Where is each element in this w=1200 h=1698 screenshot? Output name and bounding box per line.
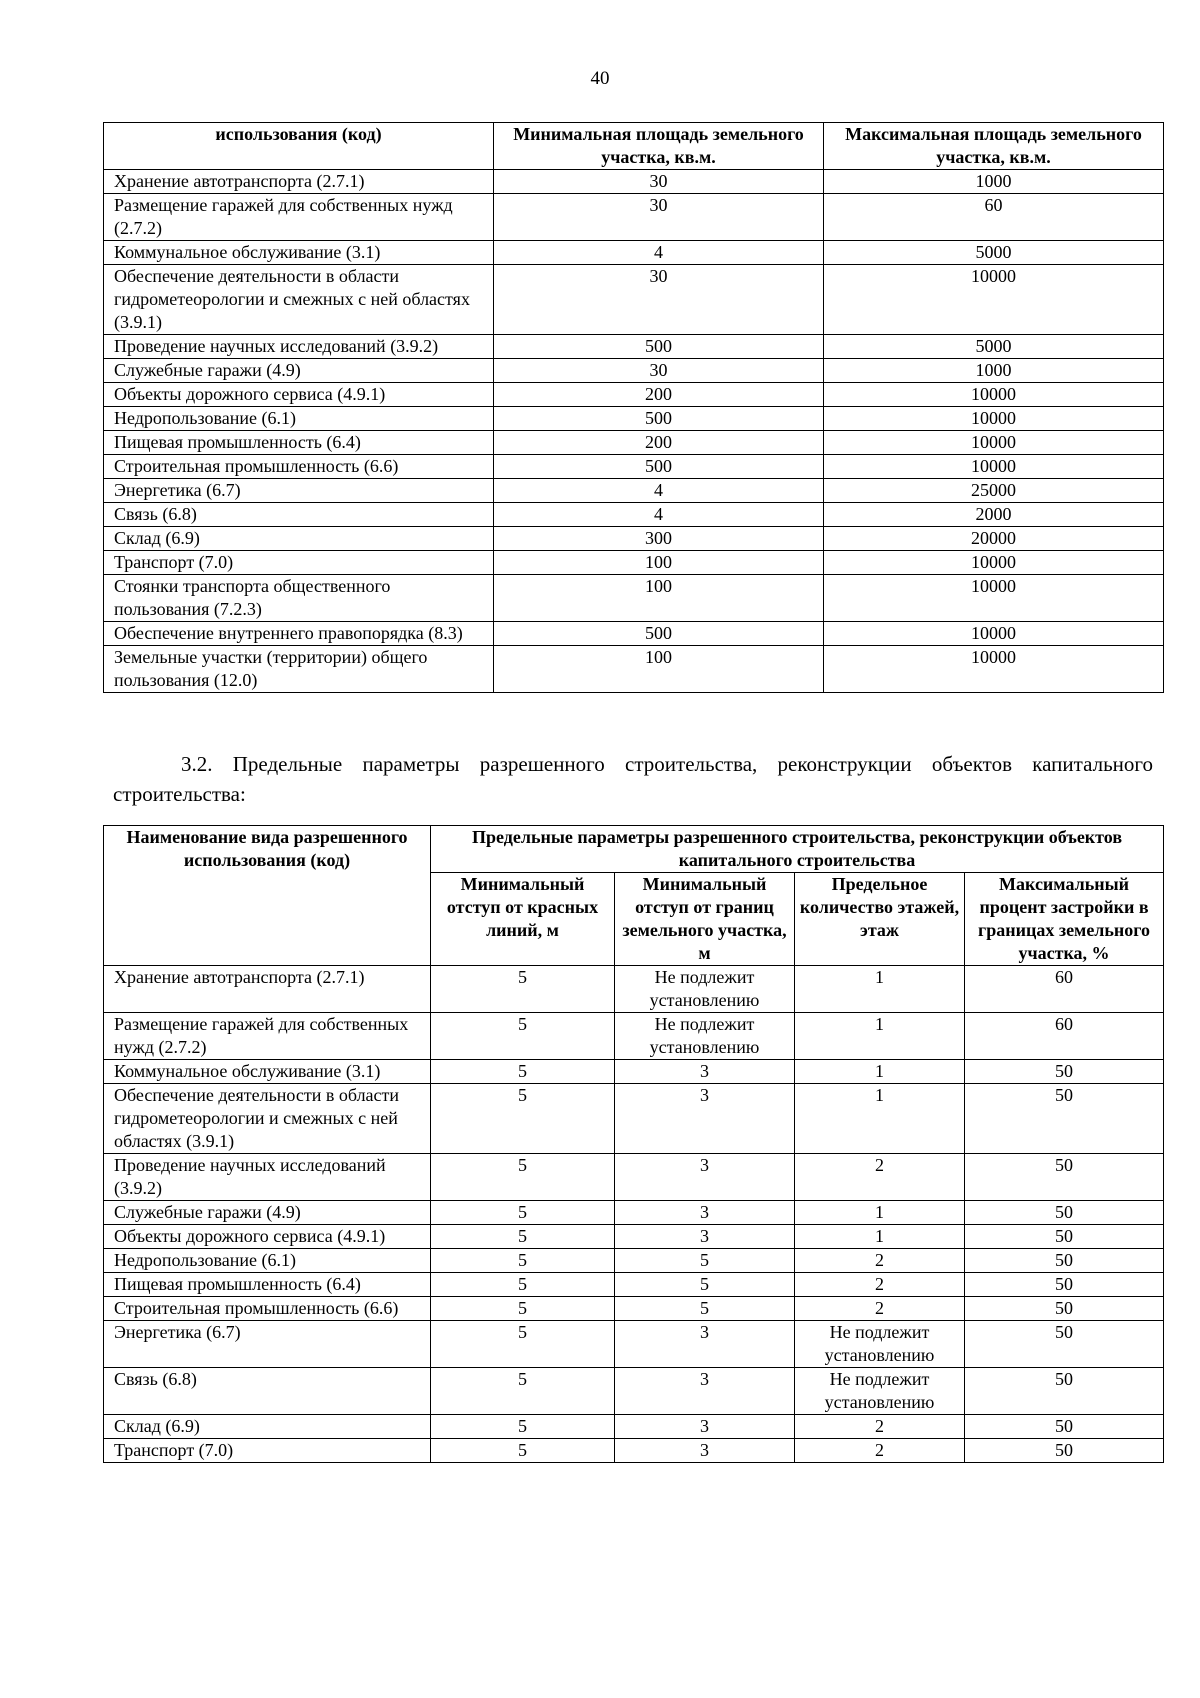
value-cell: 4 — [494, 241, 824, 265]
value-cell: 3 — [615, 1321, 795, 1368]
value-cell: 5 — [431, 1154, 615, 1201]
row-label-cell: Стоянки транспорта общественного пользования (7.2.3) — [104, 575, 494, 622]
column-header: Минимальная площадь земельного участка, кв.м. — [494, 123, 824, 170]
row-label-cell: Служебные гаражи (4.9) — [104, 359, 494, 383]
value-cell: 5 — [615, 1297, 795, 1321]
value-cell: 10000 — [824, 265, 1164, 335]
value-cell: 500 — [494, 335, 824, 359]
value-cell: 3 — [615, 1154, 795, 1201]
table-row — [104, 170, 1164, 194]
value-cell: 30 — [494, 170, 824, 194]
value-cell: 5 — [431, 1415, 615, 1439]
row-label-cell: Хранение автотранспорта (2.7.1) — [104, 170, 494, 194]
value-cell: 1 — [795, 1060, 965, 1084]
value-cell: 50 — [965, 1368, 1164, 1415]
table-row — [104, 1084, 1164, 1154]
row-label-cell: Пищевая промышленность (6.4) — [104, 1273, 431, 1297]
column-header: использования (код) — [104, 123, 494, 170]
row-label-cell: Транспорт (7.0) — [104, 551, 494, 575]
value-cell: 10000 — [824, 431, 1164, 455]
table-row — [104, 646, 1164, 693]
value-cell: 100 — [494, 551, 824, 575]
column-header: Максимальный процент застройки в границах земельного участка, % — [965, 873, 1164, 966]
value-cell: 5 — [431, 1321, 615, 1368]
row-label-cell: Энергетика (6.7) — [104, 1321, 431, 1368]
value-cell: 30 — [494, 359, 824, 383]
row-label-cell: Склад (6.9) — [104, 527, 494, 551]
value-cell: 10000 — [824, 407, 1164, 431]
value-cell: 50 — [965, 1084, 1164, 1154]
column-header: Максимальная площадь земельного участка, кв.м. — [824, 123, 1164, 170]
table-row — [104, 479, 1164, 503]
value-cell: 1 — [795, 1225, 965, 1249]
value-cell: 2 — [795, 1439, 965, 1463]
value-cell: 3 — [615, 1060, 795, 1084]
value-cell: 5 — [431, 1060, 615, 1084]
value-cell: 10000 — [824, 455, 1164, 479]
section-paragraph: 3.2. Предельные параметры разрешенного строительства, реконструкции объектов капитального строительства: — [113, 752, 1153, 806]
value-cell: 50 — [965, 1273, 1164, 1297]
value-cell: 2 — [795, 1273, 965, 1297]
row-label-cell: Обеспечение деятельности в области гидрометеорологии и смежных с ней областях (3.9.1) — [104, 1084, 431, 1154]
value-cell: 10000 — [824, 551, 1164, 575]
table-row — [104, 1321, 1164, 1368]
value-cell: 60 — [965, 966, 1164, 1013]
table-header-row — [104, 123, 1164, 170]
value-cell: 3 — [615, 1201, 795, 1225]
value-cell: 60 — [824, 194, 1164, 241]
table-row — [104, 1439, 1164, 1463]
value-cell: 5 — [431, 1297, 615, 1321]
value-cell: 20000 — [824, 527, 1164, 551]
value-cell: 3 — [615, 1084, 795, 1154]
row-label-cell: Недропользование (6.1) — [104, 1249, 431, 1273]
table-row — [104, 1368, 1164, 1415]
value-cell: 5 — [431, 1013, 615, 1060]
value-cell: Не подлежит установлению — [615, 1013, 795, 1060]
value-cell: 1 — [795, 1084, 965, 1154]
table-row — [104, 1013, 1164, 1060]
value-cell: 3 — [615, 1415, 795, 1439]
value-cell: 1 — [795, 1013, 965, 1060]
row-label-cell: Связь (6.8) — [104, 503, 494, 527]
row-label-cell: Транспорт (7.0) — [104, 1439, 431, 1463]
value-cell: 500 — [494, 455, 824, 479]
row-label-cell: Связь (6.8) — [104, 1368, 431, 1415]
value-cell: 5 — [431, 1201, 615, 1225]
value-cell: 200 — [494, 383, 824, 407]
value-cell: 10000 — [824, 383, 1164, 407]
value-cell: 5 — [431, 966, 615, 1013]
row-label-cell: Проведение научных исследований (3.9.2) — [104, 1154, 431, 1201]
value-cell: 3 — [615, 1368, 795, 1415]
table-header-row — [104, 826, 1164, 873]
value-cell: 50 — [965, 1297, 1164, 1321]
value-cell: 5 — [431, 1249, 615, 1273]
table-row — [104, 335, 1164, 359]
column-header: Предельное количество этажей, этаж — [795, 873, 965, 966]
table-row — [104, 551, 1164, 575]
row-label-cell: Строительная промышленность (6.6) — [104, 1297, 431, 1321]
row-label-cell: Служебные гаражи (4.9) — [104, 1201, 431, 1225]
value-cell: 3 — [615, 1225, 795, 1249]
row-label-cell: Коммунальное обслуживание (3.1) — [104, 241, 494, 265]
building-parameters-table — [103, 825, 1164, 1463]
value-cell: 2 — [795, 1297, 965, 1321]
value-cell: 200 — [494, 431, 824, 455]
table-row — [104, 503, 1164, 527]
table-row — [104, 1273, 1164, 1297]
table-row — [104, 1201, 1164, 1225]
value-cell: 4 — [494, 479, 824, 503]
row-label-cell: Проведение научных исследований (3.9.2) — [104, 335, 494, 359]
row-label-cell: Обеспечение деятельности в области гидрометеорологии и смежных с ней областях (3.9.1) — [104, 265, 494, 335]
value-cell: 30 — [494, 194, 824, 241]
table-row — [104, 622, 1164, 646]
value-cell: 5 — [431, 1084, 615, 1154]
value-cell: 5000 — [824, 335, 1164, 359]
value-cell: 50 — [965, 1321, 1164, 1368]
row-label-cell: Объекты дорожного сервиса (4.9.1) — [104, 383, 494, 407]
table-row — [104, 359, 1164, 383]
value-cell: 5 — [615, 1273, 795, 1297]
value-cell: 5 — [431, 1273, 615, 1297]
table-row — [104, 431, 1164, 455]
value-cell: 2 — [795, 1249, 965, 1273]
row-label-cell: Склад (6.9) — [104, 1415, 431, 1439]
column-header: Минимальный отступ от красных линий, м — [431, 873, 615, 966]
row-label-cell: Недропользование (6.1) — [104, 407, 494, 431]
value-cell: 5 — [431, 1368, 615, 1415]
value-cell: 50 — [965, 1439, 1164, 1463]
value-cell: 100 — [494, 575, 824, 622]
table-row — [104, 383, 1164, 407]
table-row — [104, 194, 1164, 241]
table-row — [104, 1225, 1164, 1249]
value-cell: Не подлежит установлению — [795, 1321, 965, 1368]
value-cell: 4 — [494, 503, 824, 527]
table-row — [104, 1415, 1164, 1439]
row-label-cell: Энергетика (6.7) — [104, 479, 494, 503]
value-cell: 300 — [494, 527, 824, 551]
min-max-area-table — [103, 122, 1164, 693]
table-row — [104, 1060, 1164, 1084]
page-number: 40 — [590, 68, 610, 89]
value-cell: 10000 — [824, 622, 1164, 646]
table-row — [104, 265, 1164, 335]
table-row — [104, 1154, 1164, 1201]
column-header: Минимальный отступ от границ земельного участка, м — [615, 873, 795, 966]
value-cell: 50 — [965, 1154, 1164, 1201]
value-cell: 50 — [965, 1060, 1164, 1084]
row-label-cell: Земельные участки (территории) общего пользования (12.0) — [104, 646, 494, 693]
table-row — [104, 241, 1164, 265]
value-cell: 5 — [431, 1225, 615, 1249]
column-group-header: Предельные параметры разрешенного строительства, реконструкции объектов капитального строительства — [431, 826, 1164, 873]
value-cell: 2000 — [824, 503, 1164, 527]
table-row — [104, 1297, 1164, 1321]
value-cell: 3 — [615, 1439, 795, 1463]
table-row — [104, 575, 1164, 622]
table-row — [104, 527, 1164, 551]
value-cell: 2 — [795, 1154, 965, 1201]
value-cell: 50 — [965, 1201, 1164, 1225]
value-cell: 100 — [494, 646, 824, 693]
value-cell: 500 — [494, 407, 824, 431]
row-label-cell: Размещение гаражей для собственных нужд (2.7.2) — [104, 194, 494, 241]
table-row — [104, 1249, 1164, 1273]
value-cell: 5000 — [824, 241, 1164, 265]
value-cell: 5 — [615, 1249, 795, 1273]
row-label-cell: Хранение автотранспорта (2.7.1) — [104, 966, 431, 1013]
value-cell: 50 — [965, 1225, 1164, 1249]
value-cell: 10000 — [824, 646, 1164, 693]
value-cell: 25000 — [824, 479, 1164, 503]
table-row — [104, 455, 1164, 479]
value-cell: 1000 — [824, 359, 1164, 383]
value-cell: 5 — [431, 1439, 615, 1463]
value-cell: 1 — [795, 1201, 965, 1225]
value-cell: 50 — [965, 1249, 1164, 1273]
row-label-cell: Размещение гаражей для собственных нужд (2.7.2) — [104, 1013, 431, 1060]
row-label-cell: Объекты дорожного сервиса (4.9.1) — [104, 1225, 431, 1249]
table-row — [104, 966, 1164, 1013]
value-cell: 500 — [494, 622, 824, 646]
value-cell: Не подлежит установлению — [795, 1368, 965, 1415]
value-cell: Не подлежит установлению — [615, 966, 795, 1013]
row-label-cell: Обеспечение внутреннего правопорядка (8.3) — [104, 622, 494, 646]
column-header: Наименование вида разрешенного использования (код) — [104, 826, 431, 966]
value-cell: 1 — [795, 966, 965, 1013]
table-row — [104, 407, 1164, 431]
row-label-cell: Строительная промышленность (6.6) — [104, 455, 494, 479]
value-cell: 2 — [795, 1415, 965, 1439]
value-cell: 1000 — [824, 170, 1164, 194]
value-cell: 50 — [965, 1415, 1164, 1439]
value-cell: 30 — [494, 265, 824, 335]
value-cell: 10000 — [824, 575, 1164, 622]
row-label-cell: Пищевая промышленность (6.4) — [104, 431, 494, 455]
value-cell: 60 — [965, 1013, 1164, 1060]
row-label-cell: Коммунальное обслуживание (3.1) — [104, 1060, 431, 1084]
